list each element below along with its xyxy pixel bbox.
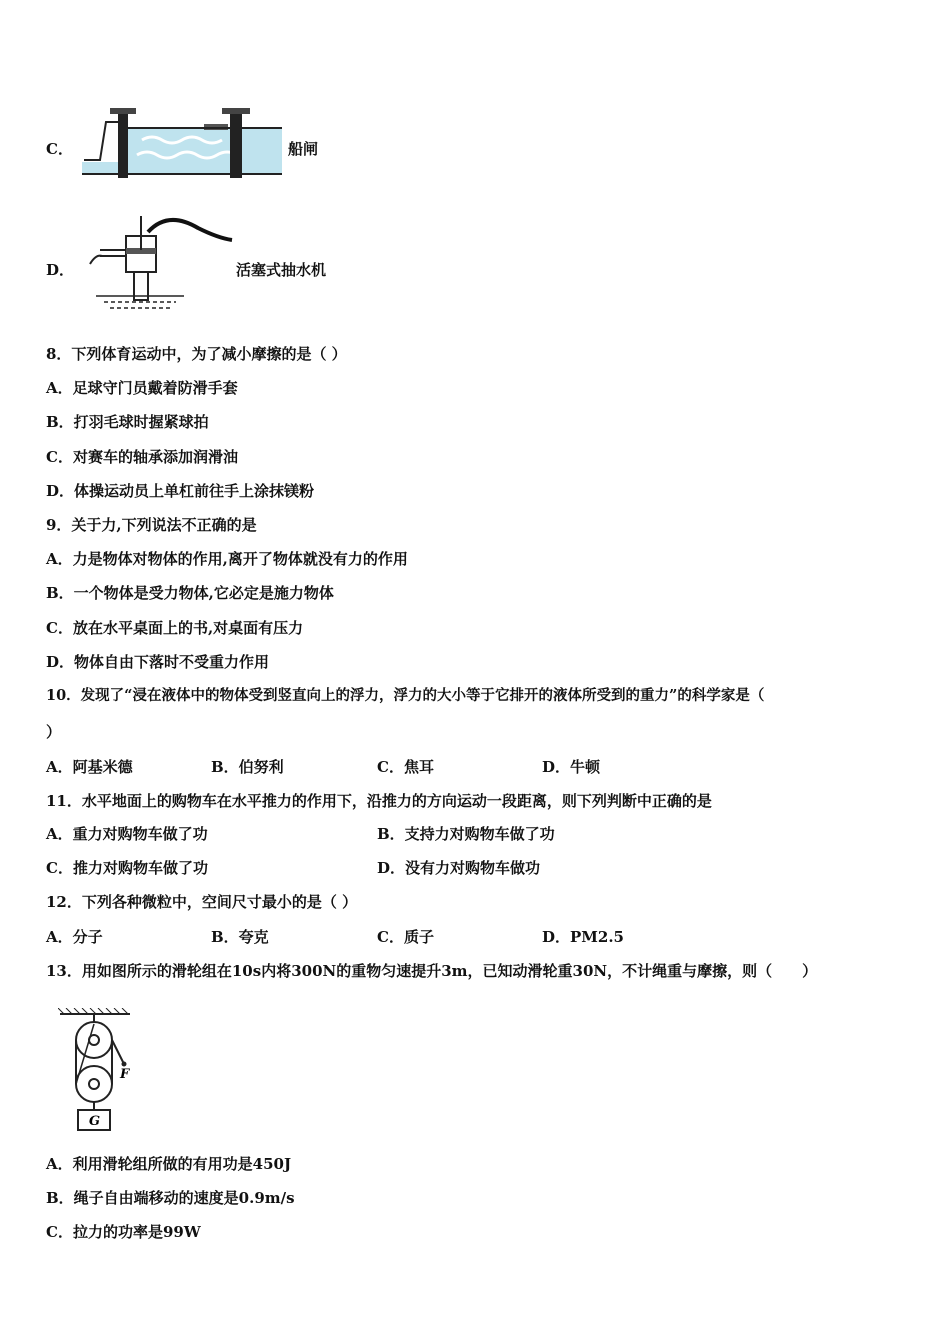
q13-stem: 13．用如图所示的滑轮组在10s内将300N的重物匀速提升3m，已知动滑轮重30N，不计绳重与摩擦，则（ ） — [46, 962, 818, 980]
q8-stem: 8．下列体育运动中，为了减小摩擦的是（ ） — [46, 345, 347, 363]
q11-option-a: A．重力对购物车做了功 — [46, 825, 208, 843]
q10-stem-line1: 10．发现了“浸在液体中的物体受到竖直向上的浮力，浮力的大小等于它排开的液体所受到的重力”的科学家是（ — [46, 687, 765, 704]
q9-option-b: B．一个物体是受力物体,它必定是施力物体 — [46, 584, 334, 602]
q11-option-b: B．支持力对购物车做了功 — [377, 825, 555, 843]
q10-option-b: B．伯努利 — [211, 758, 284, 776]
q11-option-c: C．推力对购物车做了功 — [46, 859, 208, 877]
q9-stem: 9．关于力,下列说法不正确的是 — [46, 516, 257, 534]
q13-option-b: B．绳子自由端移动的速度是0.9m/s — [46, 1189, 295, 1207]
q9-option-d: D．物体自由下落时不受重力作用 — [46, 653, 270, 671]
q13-option-a: A．利用滑轮组所做的有用功是450J — [46, 1155, 292, 1173]
q11-option-d: D．没有力对购物车做功 — [377, 859, 541, 877]
q12-option-a: A．分子 — [46, 928, 103, 946]
q12-stem: 12．下列各种微粒中，空间尺寸最小的是（ ） — [46, 893, 358, 911]
q11-stem: 11．水平地面上的购物车在水平推力的作用下，沿推力的方向运动一段距离，则下列判断中正确的是 — [46, 792, 712, 810]
option-c-label: C． — [46, 140, 73, 158]
weight-label: G — [89, 1114, 101, 1129]
q12-option-b: B．夸克 — [211, 928, 269, 946]
q8-option-a: A．足球守门员戴着防滑手套 — [46, 379, 238, 397]
piston-pump-figure — [80, 206, 236, 318]
q10-stem-line2: ） — [46, 723, 62, 741]
q12-option-c: C．质子 — [377, 928, 434, 946]
q10-option-a: A．阿基米德 — [46, 758, 133, 776]
q10-option-c: C．焦耳 — [377, 758, 434, 776]
q12-option-d: D．PM2.5 — [542, 928, 624, 946]
q8-option-c: C．对赛车的轴承添加润滑油 — [46, 448, 238, 466]
option-d-label: D． — [46, 261, 75, 279]
ship-lock-figure — [82, 100, 282, 186]
pulley-system-figure — [58, 1008, 144, 1132]
option-d-caption: 活塞式抽水机 — [236, 261, 327, 279]
q8-option-b: B．打羽毛球时握紧球拍 — [46, 413, 209, 431]
q13-option-c: C．拉力的功率是99W — [46, 1223, 201, 1241]
q10-option-d: D．牛顿 — [542, 758, 601, 776]
q9-option-c: C．放在水平桌面上的书,对桌面有压力 — [46, 619, 304, 637]
q9-option-a: A．力是物体对物体的作用,离开了物体就没有力的作用 — [46, 550, 408, 568]
force-label: F — [120, 1067, 130, 1082]
option-c-caption: 船闸 — [288, 140, 319, 158]
q8-option-d: D．体操运动员上单杠前往手上涂抹镁粉 — [46, 482, 315, 500]
